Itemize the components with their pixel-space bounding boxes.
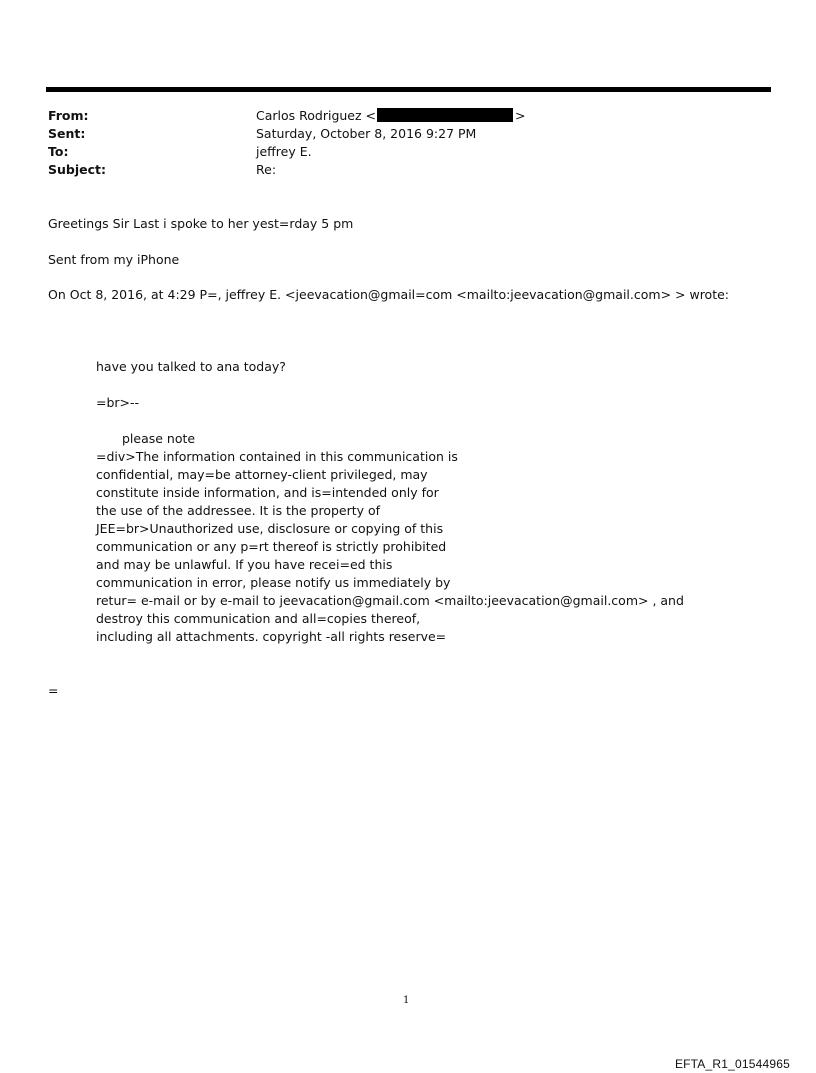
signature-text: Sent from my iPhone: [48, 252, 180, 267]
to-label: To:: [48, 144, 69, 159]
disclaimer-line: and may be unlawful. If you have recei=ed this: [96, 557, 393, 572]
trailing-mark: =: [48, 683, 59, 698]
bates-number: EFTA_R1_01544965: [674, 1057, 790, 1071]
disclaimer-line: communication or any p=rt thereof is strictly prohibited: [96, 539, 447, 554]
disclaimer-line: confidential, may=be attorney-client privileged, may: [96, 467, 428, 482]
quoted-br-tag: =br>--: [96, 395, 140, 410]
from-close-bracket: >: [515, 108, 526, 123]
disclaimer-line: JEE=br>Unauthorized use, disclosure or copying of this: [96, 521, 444, 536]
redacted-email-block: [377, 108, 513, 122]
subject-label: Subject:: [48, 162, 106, 177]
to-value: jeffrey E.: [256, 144, 312, 159]
quoted-question: have you talked to ana today?: [96, 359, 286, 374]
subject-value: Re:: [256, 162, 277, 177]
disclaimer-line: the use of the addressee. It is the property of: [96, 503, 381, 518]
disclaimer-line: constitute inside information, and is=intended only for: [96, 485, 439, 500]
header-divider-rule: [46, 87, 771, 92]
sent-value: Saturday, October 8, 2016 9:27 PM: [256, 126, 477, 141]
quote-intro-text: On Oct 8, 2016, at 4:29 P=, jeffrey E. <jeevacation@gmail=com <mailto:jeevacation@gmail.com> > wrote:: [48, 287, 730, 302]
from-label: From:: [48, 108, 89, 123]
sent-label: Sent:: [48, 126, 86, 141]
disclaimer-line: destroy this communication and all=copies thereof,: [96, 611, 421, 626]
disclaimer-line: =div>The information contained in this communication is: [96, 449, 458, 464]
page-number: 1: [403, 995, 410, 1006]
greeting-text: Greetings Sir Last i spoke to her yest=rday 5 pm: [48, 216, 354, 231]
disclaimer-line: retur= e-mail or by e-mail to jeevacation@gmail.com <mailto:jeevacation@gmail.com> , and: [96, 593, 684, 608]
disclaimer-line: including all attachments. copyright -all rights reserve=: [96, 629, 447, 644]
note-heading: please note: [122, 431, 196, 446]
from-value: [256, 107, 526, 125]
disclaimer-line: communication in error, please notify us immediately by: [96, 575, 451, 590]
from-name: Carlos Rodriguez <: [256, 108, 377, 123]
